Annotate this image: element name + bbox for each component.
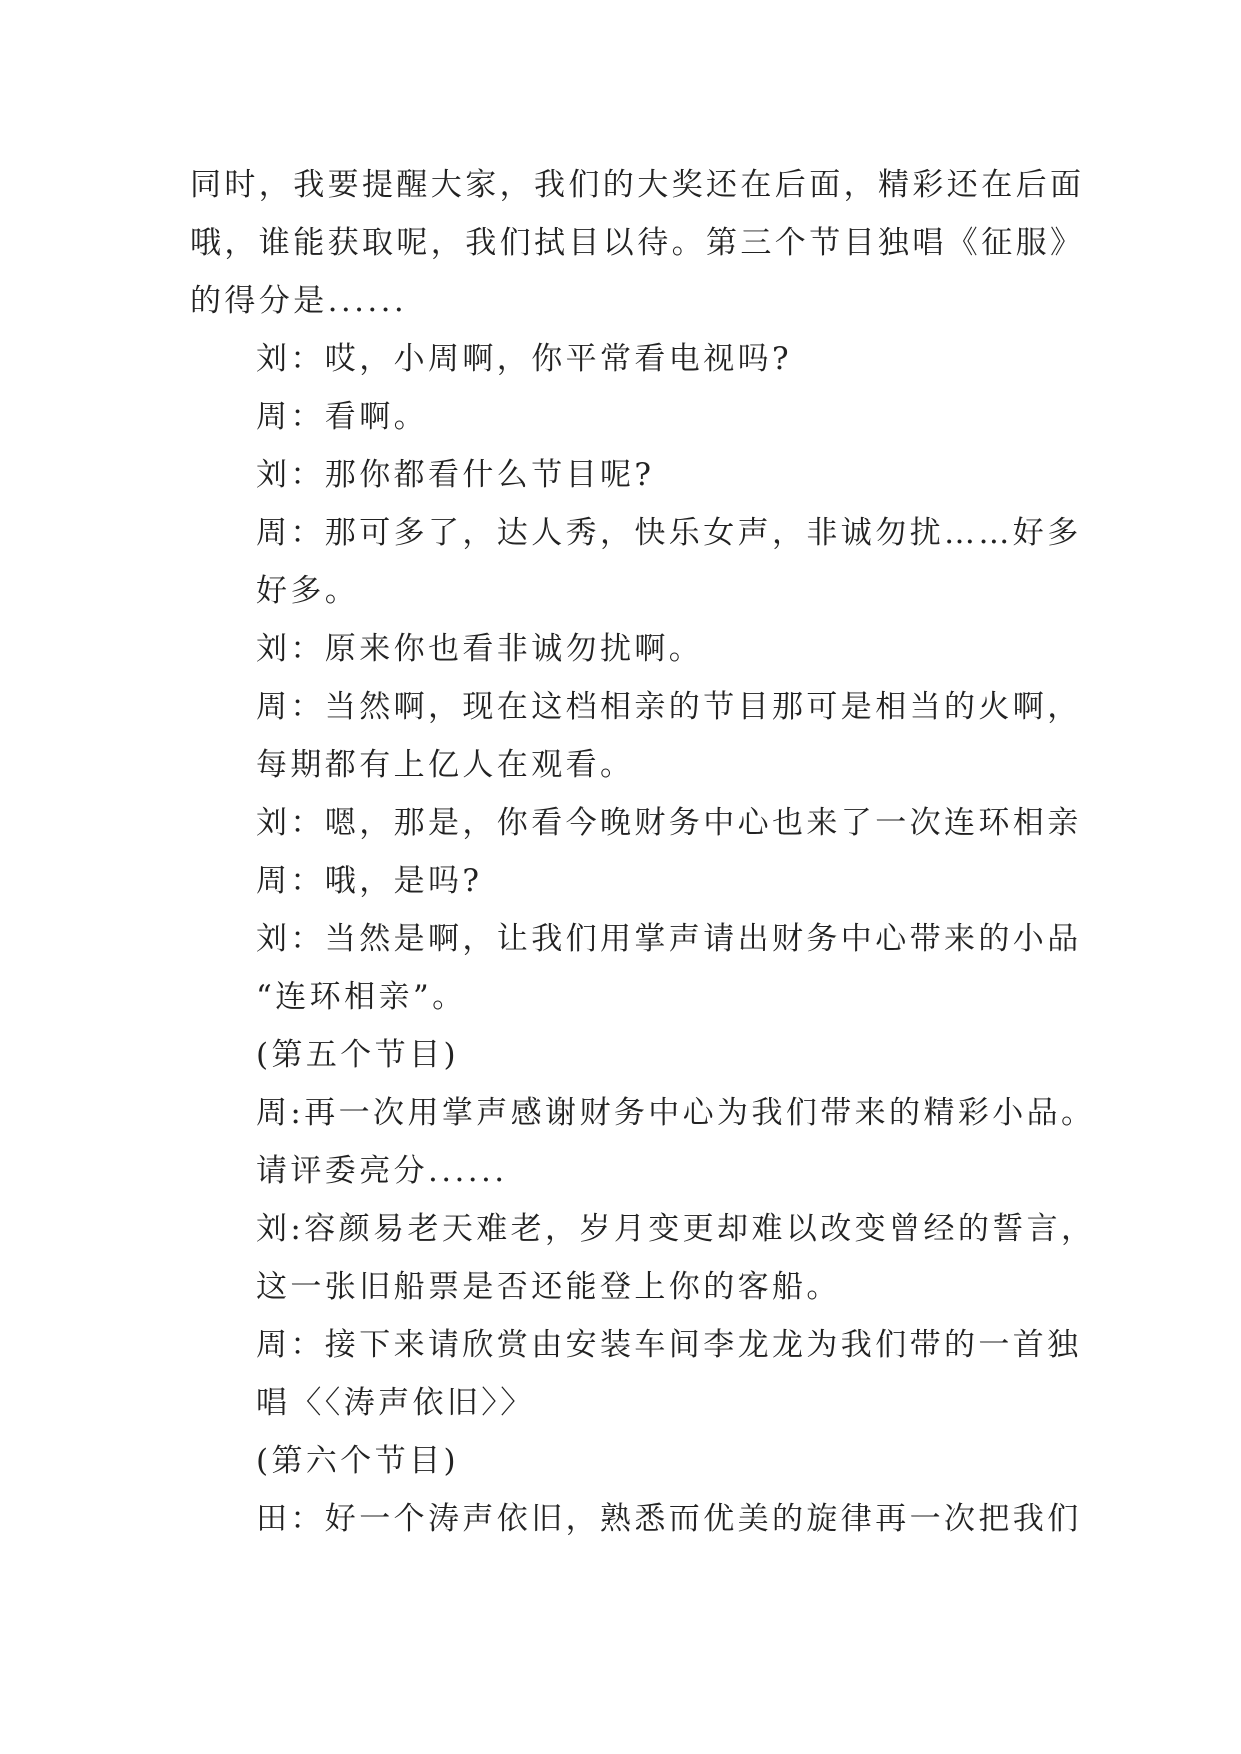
paragraph	[190, 504, 1082, 620]
text-line: 刘：那你都看什么节目呢?	[256, 457, 655, 493]
paragraph	[190, 852, 1050, 910]
text-line: 唱〈〈涛声依旧〉〉	[256, 1385, 535, 1421]
text-line: “连环相亲”。	[256, 979, 467, 1015]
text-line: 好多。	[256, 573, 360, 609]
paragraph	[190, 678, 1082, 794]
paragraph	[190, 330, 1050, 388]
paragraph	[190, 620, 1050, 678]
text-line: 刘：哎，小周啊，你平常看电视吗?	[256, 341, 793, 377]
paragraph	[190, 1490, 1082, 1548]
text-line: 刘：原来你也看非诚勿扰啊。	[256, 631, 704, 667]
text-line: 周：看啊。	[256, 399, 428, 435]
text-line: 请评委亮分......	[256, 1153, 508, 1189]
paragraph	[190, 1200, 1096, 1316]
text-line: 每期都有上亿人在观看。	[256, 747, 635, 783]
paragraph	[190, 1084, 1096, 1200]
text-line: 周：哦，是吗?	[256, 863, 483, 899]
paragraph	[190, 388, 1050, 446]
document-body	[190, 156, 1096, 1548]
text-line: (第五个节目)	[256, 1037, 459, 1073]
text-line: 田：好一个涛声依旧，熟悉而优美的旋律再一次把我们	[256, 1501, 1082, 1537]
paragraph	[190, 794, 1082, 852]
paragraph	[190, 156, 1085, 330]
text-line: 的得分是......	[190, 283, 408, 319]
text-line: 哦，谁能获取呢，我们拭目以待。第三个节目独唱《征服》	[190, 225, 1085, 261]
text-line: 同时，我要提醒大家，我们的大奖还在后面，精彩还在后面	[190, 167, 1085, 203]
text-line: 周：那可多了，达人秀，快乐女声，非诚勿扰……好多	[256, 515, 1082, 551]
text-line: 周：接下来请欣赏由安装车间李龙龙为我们带的一首独	[256, 1327, 1082, 1363]
paragraph	[190, 910, 1082, 1026]
text-line: 刘:容颜易老天难老，岁月变更却难以改变曾经的誓言，	[256, 1211, 1096, 1247]
text-line: 周：当然啊，现在这档相亲的节目那可是相当的火啊，	[256, 689, 1082, 725]
paragraph	[190, 1432, 1050, 1490]
paragraph	[190, 1316, 1082, 1432]
text-line: (第六个节目)	[256, 1443, 459, 1479]
text-line: 刘：嗯，那是，你看今晚财务中心也来了一次连环相亲	[256, 805, 1082, 841]
text-line: 这一张旧船票是否还能登上你的客船。	[256, 1269, 841, 1305]
text-line: 刘：当然是啊，让我们用掌声请出财务中心带来的小品	[256, 921, 1082, 957]
paragraph	[190, 1026, 1050, 1084]
paragraph	[190, 446, 1050, 504]
text-line: 周:再一次用掌声感谢财务中心为我们带来的精彩小品。	[256, 1095, 1096, 1131]
